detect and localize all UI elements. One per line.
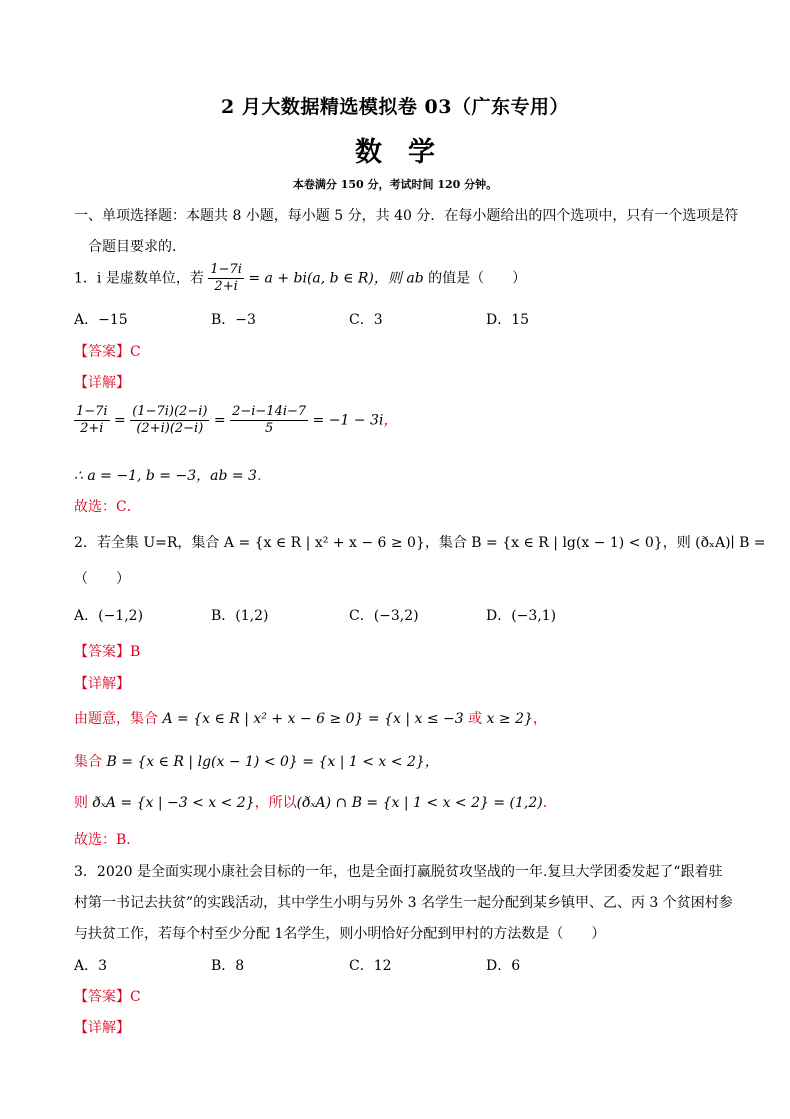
q2-solution-line3 xyxy=(74,792,557,812)
q2-solution-line1 xyxy=(74,708,547,728)
q2-s3-complement: ðₓA = {x | −3 < x < 2} xyxy=(88,795,255,811)
question-2-stem: 2．若全集 U=R，集合 A = {x ∈ R | x² + x − 6 ≥ 0}，集合 B = {x ∈ R | lg(x − 1) < 0}，则 (ðₓA)∣ B = xyxy=(74,535,766,551)
q3-answer: 【答案】C xyxy=(74,989,141,1005)
question-1-stem xyxy=(74,262,526,295)
q1-sol-frac1 xyxy=(74,404,110,437)
q1-option-d: D．15 xyxy=(486,312,530,328)
q1-solution-line1: $\frac{1-7i}{2+i}$ = $\frac{(1-7i)(2-i)}{(2+i)(2-i)}$ = $\frac{2-i-14i-7}{5}$ = −1 − 3i， xyxy=(76,404,398,436)
q1-detail-label: 【详解】 xyxy=(74,375,130,391)
q1-sol-line2-text: ∴ a = −1, b = −3，ab = 3 xyxy=(74,468,257,484)
q3-option-a: A．3 xyxy=(74,958,108,974)
q1-sol-frac2-num: (1−7i)(2−i) xyxy=(132,404,208,419)
q1-fraction xyxy=(208,262,244,295)
q2-s1-lead: 由题意，集合 xyxy=(74,711,158,727)
q1-sol-line2-end: ． xyxy=(256,468,271,484)
q1-suffix: 的值是（ ） xyxy=(428,270,527,287)
q2-s1-comma: ， xyxy=(532,711,547,727)
q2-choose: 故选：B． xyxy=(74,832,141,848)
q2-option-a: A．(−1,2) xyxy=(74,608,144,624)
exam-title: 2 月大数据精选模拟卷 03（广东专用） xyxy=(221,96,569,118)
q2-option-b: B．(1,2) xyxy=(211,608,269,624)
q1-sol-frac3 xyxy=(230,404,308,437)
q1-frac-num: 1−7i xyxy=(210,262,242,277)
q2-answer: 【答案】B xyxy=(74,644,141,660)
q2-s1-set-a: A = {x ∈ R | x² + x − 6 ≥ 0} = {x | x ≤ −3 xyxy=(158,711,469,727)
q2-s3-so: ，所以 xyxy=(254,795,297,811)
q1-answer: 【答案】C xyxy=(74,344,141,360)
q1-option-a: A．−15 xyxy=(74,312,128,328)
q2-s2-lead: 集合 xyxy=(74,754,102,770)
q3-option-d: D．6 xyxy=(486,958,521,974)
q1-sol-frac2-den: (2+i)(2−i) xyxy=(136,421,204,436)
q1-solution-line2 xyxy=(74,465,271,485)
question-3-line2: 村第一书记去扶贫”的实践活动，其中学生小明与另外 3 名学生一起分配到某乡镇甲、乙、丙 3 个贫困村参 xyxy=(74,895,733,911)
q2-s3-result: (ðₓA) ∩ B = {x | 1 < x < 2} = (1,2) xyxy=(296,795,543,811)
q1-sol-tail: = −1 − 3i xyxy=(312,412,384,429)
q2-solution-line2 xyxy=(74,751,439,771)
subject-heading: 数学 xyxy=(355,137,461,168)
q1-ab: ab xyxy=(406,270,424,287)
q1-option-c: C．3 xyxy=(349,312,383,328)
section-heading-line2: 合题目要求的． xyxy=(88,239,186,255)
q2-option-c: C．(−3,2) xyxy=(349,608,419,624)
q3-detail-label: 【详解】 xyxy=(74,1020,130,1036)
q1-option-b: B．−3 xyxy=(211,312,256,328)
q2-s3-lead: 则 xyxy=(74,795,88,811)
q1-choose: 故选：C． xyxy=(74,499,141,515)
q2-s3-end: ． xyxy=(542,795,557,811)
q2-s2-set-b: B = {x ∈ R | lg(x − 1) < 0} = {x | 1 < x < 2}， xyxy=(102,754,439,770)
exam-note: 本卷满分 150 分，考试时间 120 分钟。 xyxy=(292,178,498,191)
q1-frac-den: 2+i xyxy=(214,279,238,294)
q1-sol-frac3-num: 2−i−14i−7 xyxy=(232,404,307,419)
q1-prefix: 1．i 是虚数单位，若 xyxy=(74,270,204,287)
q1-sol-comma: ， xyxy=(383,412,398,429)
question-2-paren: （ ） xyxy=(74,571,130,587)
q2-s1-or: 或 xyxy=(468,711,483,727)
section-heading-line1: 一、单项选择题：本题共 8 小题，每小题 5 分，共 40 分．在每小题给出的四个选项中，只有一个选项是符 xyxy=(74,208,739,224)
q3-option-b: B．8 xyxy=(211,958,245,974)
q1-sol-frac1-num: 1−7i xyxy=(76,404,108,419)
q2-s1-tail: x ≥ 2} xyxy=(482,711,533,727)
q3-option-c: C．12 xyxy=(349,958,392,974)
q2-detail-label: 【详解】 xyxy=(74,676,130,692)
question-3-line1: 3．2020 是全面实现小康社会目标的一年，也是全面打赢脱贫攻坚战的一年.复旦大学团委发起了“跟着驻 xyxy=(74,864,723,880)
q1-sol-frac2 xyxy=(130,404,209,437)
q2-option-d: D．(−3,1) xyxy=(486,608,557,624)
q1-equation: = a + bi(a, b ∈ R)，则 xyxy=(248,270,402,287)
q1-sol-frac3-den: 5 xyxy=(264,421,274,436)
question-3-line3: 与扶贫工作，若每个村至少分配 1名学生，则小明恰好分配到甲村的方法数是（ ） xyxy=(74,926,606,942)
q1-sol-frac1-den: 2+i xyxy=(80,421,104,436)
